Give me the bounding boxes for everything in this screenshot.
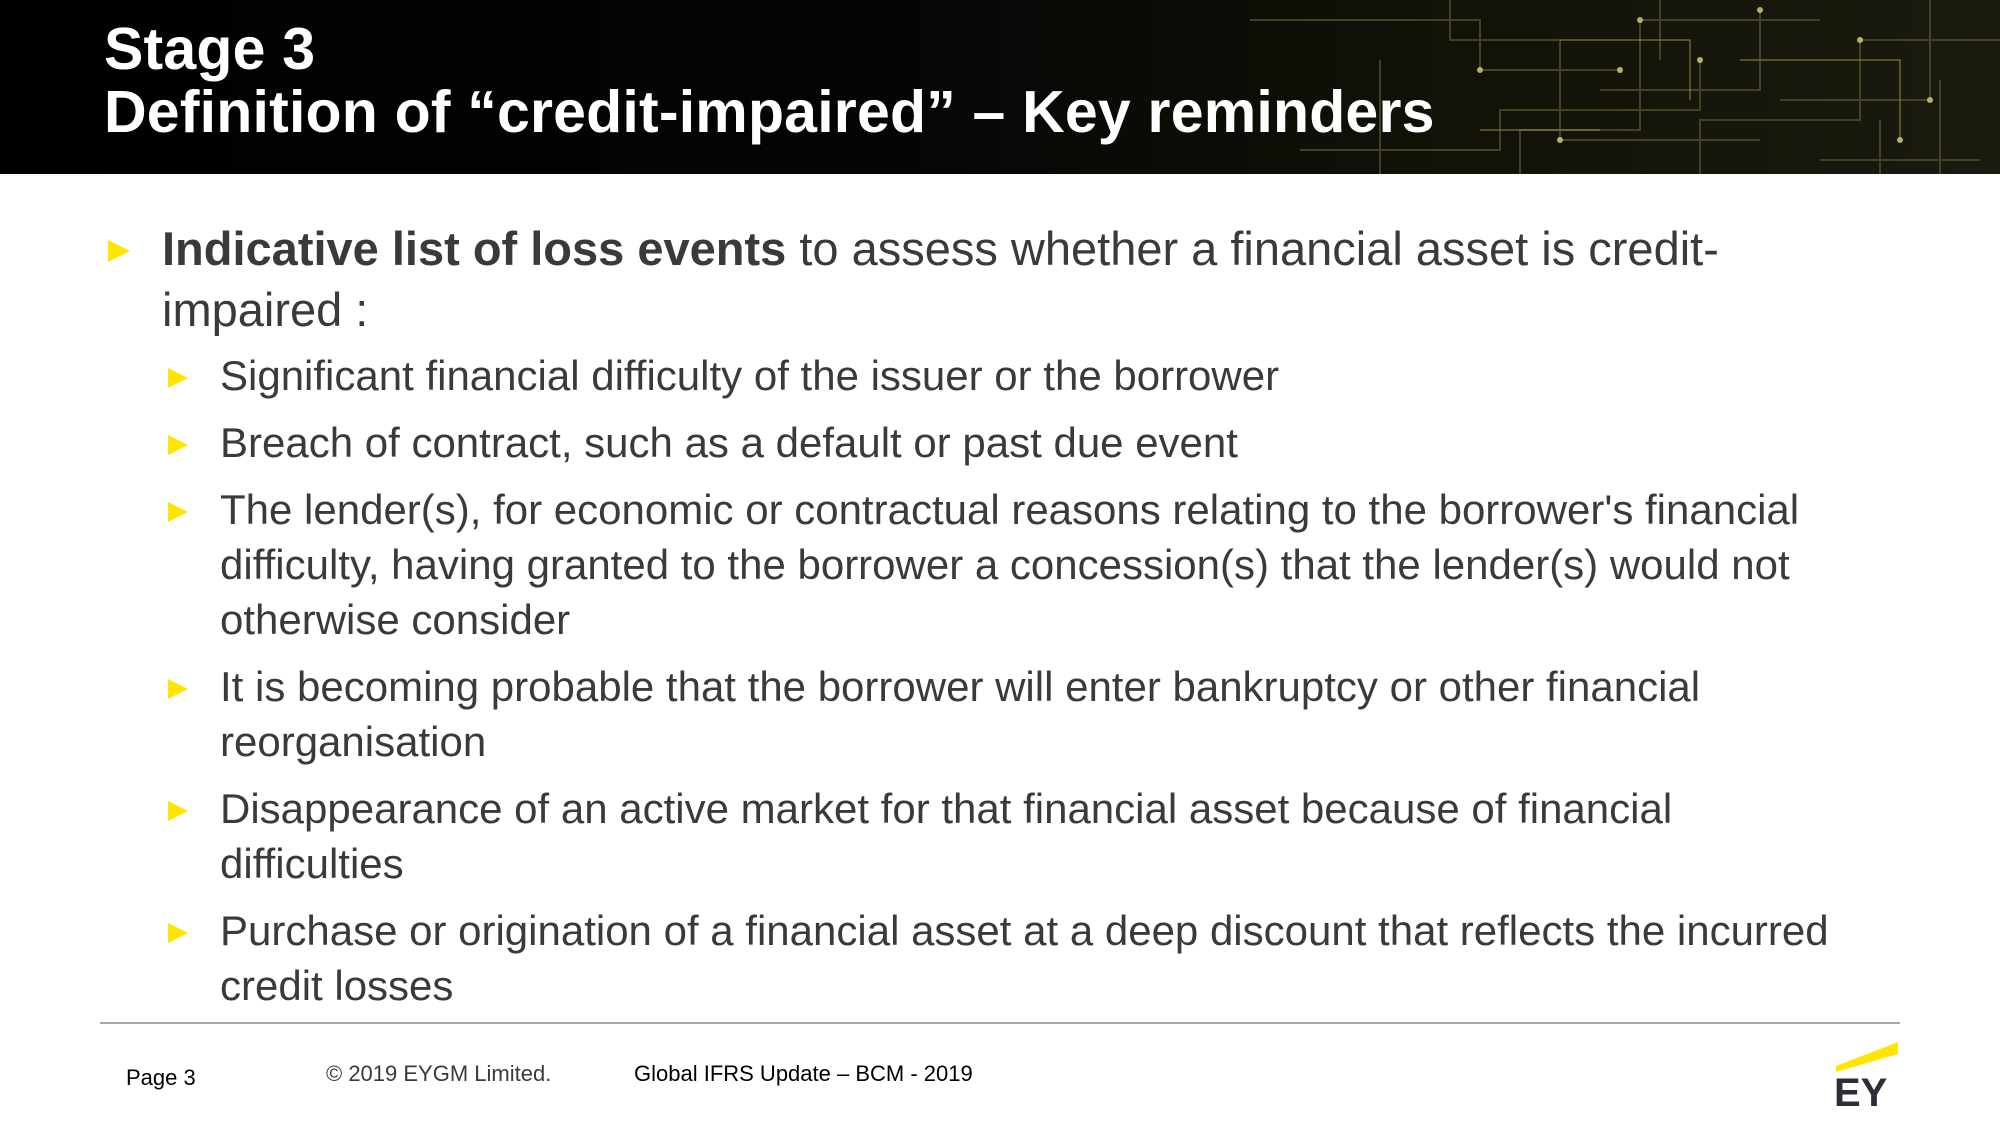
bullet-arrow-icon	[168, 679, 188, 699]
page-number: Page 3	[126, 1065, 196, 1090]
list-item-text: It is becoming probable that the borrower will enter bankruptcy or other financial reorganisation	[220, 663, 1701, 765]
main-bullet-text: to assess whether a financial asset is credit-impaired :	[162, 222, 1719, 336]
page-title	[104, 18, 1435, 144]
ey-logo-text: EY	[1834, 1071, 1888, 1110]
bullet-arrow-icon	[108, 240, 130, 262]
bullet-arrow-icon	[168, 435, 188, 455]
ey-logo-icon	[1832, 1036, 1902, 1110]
main-bullet-bold-text: Indicative list of loss events	[162, 222, 787, 275]
title-line-2: Definition of “credit-impaired” – Key reminders	[104, 79, 1435, 145]
slide-body	[104, 218, 1864, 1025]
list-item	[104, 903, 1864, 1013]
list-item-text: Breach of contract, such as a default or past due event	[220, 419, 1238, 466]
list-item-text: Significant financial difficulty of the issuer or the borrower	[220, 352, 1280, 399]
footer-divider	[100, 1022, 1900, 1024]
copyright-notice: © 2019 EYGM Limited.	[326, 1061, 552, 1086]
bullet-arrow-icon	[168, 923, 188, 943]
loss-events-list	[104, 348, 1864, 1013]
bullet-arrow-icon	[168, 368, 188, 388]
main-bullet	[104, 218, 1864, 340]
bullet-arrow-icon	[168, 502, 188, 522]
bullet-arrow-icon	[168, 801, 188, 821]
list-item-text: The lender(s), for economic or contractual reasons relating to the borrower's financial difficulty, having granted to the borrower a concession(s) that the lender(s) would not otherwise consider	[220, 486, 1800, 643]
list-item	[104, 781, 1864, 891]
list-item	[104, 348, 1864, 403]
list-item-text: Disappearance of an active market for that financial asset because of financial difficulties	[220, 785, 1673, 887]
list-item-text: Purchase or origination of a financial asset at a deep discount that reflects the incurred credit losses	[220, 907, 1829, 1009]
list-item	[104, 659, 1864, 769]
title-line-1: Stage 3	[104, 16, 316, 82]
presentation-title: Global IFRS Update – BCM - 2019	[634, 1061, 973, 1086]
list-item	[104, 482, 1864, 647]
header-band	[0, 0, 2000, 174]
list-item	[104, 415, 1864, 470]
